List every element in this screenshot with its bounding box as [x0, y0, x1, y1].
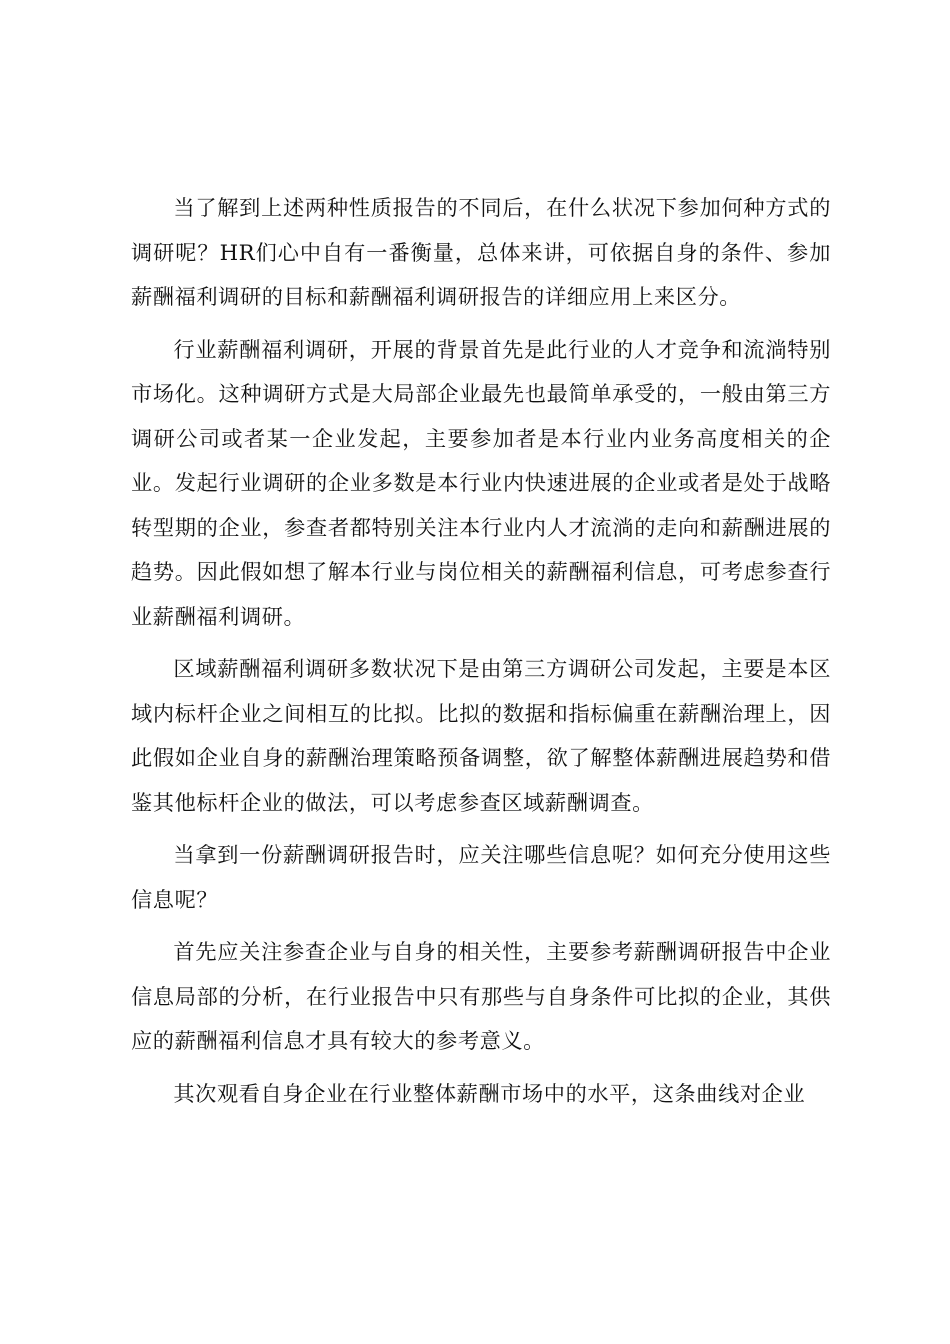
paragraph-6: 其次观看自身企业在行业整体薪酬市场中的水平，这条曲线对企业 [173, 1080, 806, 1106]
paragraph-4: 当拿到一份薪酬调研报告时，应关注哪些信息呢？如何充分使用这些信息呢？ [131, 842, 831, 912]
paragraph-5: 首先应关注参查企业与自身的相关性，主要参考薪酬调研报告中企业信息局部的分析，在行业报告中只有那些与自身条件可比拟的企业，其供应的薪酬福利信息才具有较大的参考意义。 [131, 939, 831, 1053]
document-body [131, 186, 831, 1124]
paragraph-1: 当了解到上述两种性质报告的不同后，在什么状况下参加何种方式的调研呢？HR们心中自有一番衡量，总体来讲，可依据自身的条件、参加薪酬福利调研的目标和薪酬福利调研报告的详细应用上来区分。 [131, 195, 831, 309]
paragraph-3: 区域薪酬福利调研多数状况下是由第三方调研公司发起，主要是本区域内标杆企业之间相互的比拟。比拟的数据和指标偏重在薪酬治理上，因此假如企业自身的薪酬治理策略预备调整，欲了解整体薪酬进展趋势和借鉴其他标杆企业的做法，可以考虑参查区域薪酬调查。 [131, 656, 831, 815]
paragraph-2: 行业薪酬福利调研，开展的背景首先是此行业的人才竞争和流淌特别市场化。这种调研方式是大局部企业最先也最简单承受的，一般由第三方调研公司或者某一企业发起，主要参加者是本行业内业务高度相关的企业。发起行业调研的企业多数是本行业内快速进展的企业或者是处于战略转型期的企业，参查者都特别关注本行业内人才流淌的走向和薪酬进展的趋势。因此假如想了解本行业与岗位相关的薪酬福利信息，可考虑参查行业薪酬福利调研。 [131, 336, 831, 629]
